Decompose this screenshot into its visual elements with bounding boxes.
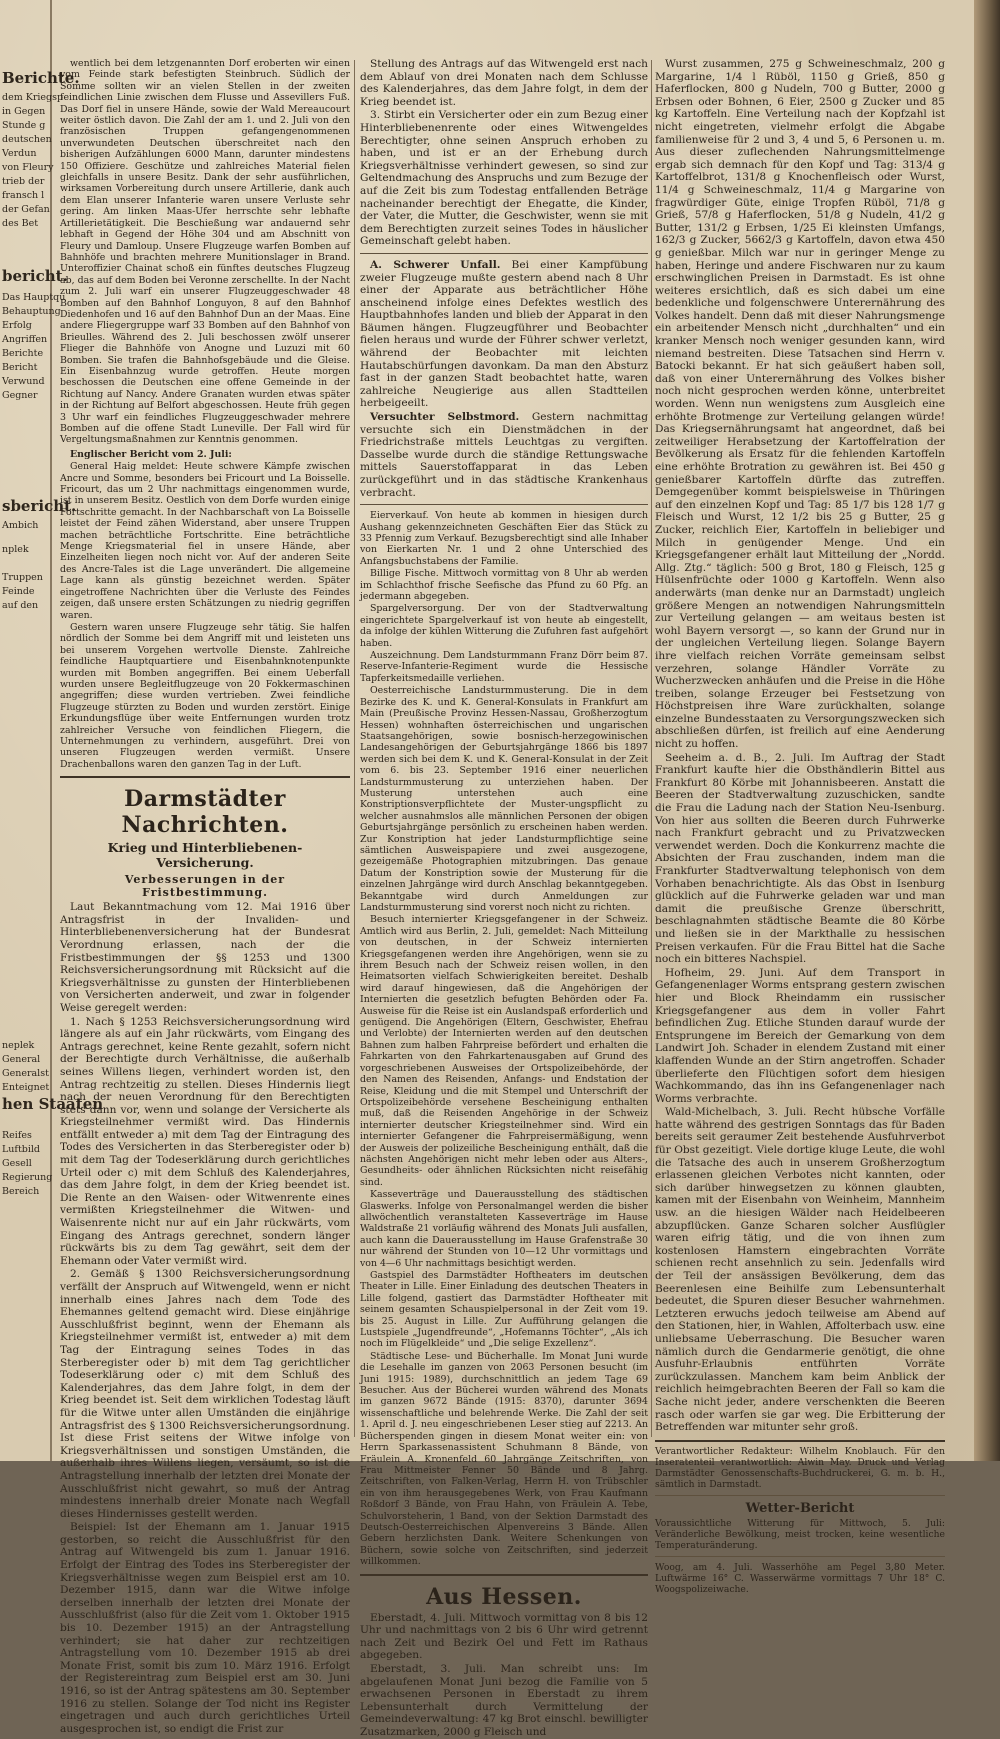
article-paragraph: 3. Stirbt ein Versicherter oder ein zum Bezug einer Hinterbliebenenrente oder eines Witwengeldes Berechtigter, ohne seinen Anspruch erhoben zu haben, und ist er an der Erhebung durch Kriegsverhältnisse verhindert gewesen, so sind zur Geltendmachung des Anspruchs und zum Bezuge der auf die Zeit bis zum Todestag entfallenden Beträge nacheinander berechtigt der Ehegatte, die Kinder, der Vater, die Mutter, die Geschwister, wenn sie mit dem Berechtigten zurzeit seines Todes in häuslicher Gemeinschaft gelebt haben. (360, 109, 648, 248)
fragment-line: Feinde (2, 586, 35, 597)
regional-news-paragraph: Eberstadt, 3. Juli. Man schreibt uns: Im abgelaufenen Monat Juni bezog die Familie von 5 erwachsenen Personen in Eberstadt zu ihrem Lebensunterhalt durch Vermittelung der Gemeindeverwaltung: 47 kg Brot einschl. bewilligter Zusatzmarken, 2000 g Fleisch und (360, 1662, 648, 1738)
news-note: Kasseverträge und Dauerausstellung des städtischen Glaswerks. Infolge von Personalmangel werden die bisher allwöchentlich veranstalteten Kasseverträge im Hause Waldstraße 21 vorläufig während des Monats Juli ausfallen, auch kann die Dauerausstellung im Hause Grafenstraße 30 nur während der Stunden von 10—12 Uhr vormittags und von 4—6 Uhr nachmittags besichtigt werden. (360, 1189, 648, 1269)
article-paragraph: Beispiel: Ist der Ehemann am 1. Januar 1915 gestorben, so reicht die Ausschlußfrist für den Antrag auf Witwengeld bis zum 1. Januar 1916. Erfolgt der Eintrag des Todes ins Sterberegister der Kriegsverhältnisse wegen zum Beispiel erst am 10. Dezember 1915, dann war die Witwe infolge derselben innerhalb der letzten drei Monate der Ausschlußfrist (also für die Zeit vom 1. Oktober 1915 bis 10. Dezember 1915) an der Antragstellung verhindert; sie hat daher zur rechtzeitigen Antragstellung vom 10. Dezember 1915 ab drei Monate Frist, somit bis zum 10. März 1916. Erfolgt der Registereintrag zum Beispiel erst am 30. Juni 1916, so ist der Antrag spätestens am 30. September 1916 zu stellen. Solange der Tod nicht ins Register eingetragen und auch durch gerichtliches Urteil ausgesprochen ist, so endigt die Frist zur (60, 1521, 350, 1735)
section-title-darmstaedter-nachrichten: Darmstädter Nachrichten. (121, 786, 289, 839)
regional-news-paragraph: Eberstadt, 4. Juli. Mittwoch vormittag von 8 bis 12 Uhr und nachmittags von 2 bis 6 Uhr wird getrennt nach Zeit und Bezirk Oel und Fett im Rathaus abgegeben. (360, 1611, 648, 1662)
news-item-suicide-attempt (360, 411, 648, 499)
regional-news-paragraph: Wurst zusammen, 275 g Schweineschmalz, 200 g Margarine, 1/4 l Rüböl, 1150 g Grieß, 850 g Haferflocken, 800 g Nudeln, 700 g Butter, 2000 g Erbsen oder Bohnen, 6 Eier, 2500 g Zucker und 85 kg Kartoffeln. Eine Verteilung nach der Kopfzahl ist nicht eingetreten, vielmehr erfolgt die Abgabe familienweise für 2 und 3, 4 und 5, 6 Personen u. m. Aus dieser zuflechenden Nahrungsmittelmenge ergab sich demnach für den Kopf und Tag: 313/4 g Kartoffelbrot, 131/8 g Knochenfleisch oder Wurst, 11/4 g Schweineschmalz, 11/4 g Margarine von fragwürdiger Güte, einige Tropfen Rüböl, 71/8 g Grieß, 57/8 g Haferflocken, 51/8 g Nudeln, 41/2 g Butter, 131/2 g Erbsen, 1/25 Ei kleinsten Umfangs, 162/3 g Zucker, 5662/3 g Kartoffeln, davon etwa 450 g genießbar. Milch war nur in geringer Menge zu haben, Heringe und andere Fischwaren nur zu kaum erschwinglichen Preisen in Darmstadt. Es ist ohne weiteres ersichtlich, daß es sich dabei um eine bedenkliche und folgenschwere Unterernährung des Volkes handelt. Denn daß mit dieser Nahrungsmenge ein arbeitender Mensch nicht „durchhalten“ und ein kranker Mensch noch weniger gesunden kann, wird niemand bestreiten. Diese Tatsachen sind Herrn v. Batocki bekannt. Er hat sich geäußert haben soll, daß von einer Unterernährung des Volkes bisher noch nicht gesprochen werden könne, unterbreitet worden. Wenn nun wenigstens zum Ausgleich eine erhöhte Brotmenge zur Verteilung gelangen würde! Das Kriegsernährungsamt hat angeordnet, daß bei zeitweiliger Herabsetzung der Kartoffelration der Bevölkerung als Ersatz für die fehlenden Kartoffeln eine erhöhte Brotration zu gewähren ist. Bei 450 g genießbarer Kartoffeln dürfte das zutreffen. Demgegenüber kommt beispielsweise in Thüringen auf den einzelnen Kopf und Tag: 85 1/7 bis 128 1/7 g Fleisch und Wurst, 12 1/2 bis 25 g Butter, 25 g Zucker, reichlich Eier, Kartoffeln in beliebiger und Milch in genügender Menge. Und ein Kriegsgefangener erhält laut Mitteilung der „Nordd. Allg. Ztg.“ täglich: 500 g Brot, 180 g Fleisch, 125 g Hülsenfrüchte oder 1000 g Kartoffeln. Wenn also anderwärts (man denke nur an Darmstadt) ungleich größere Mengen an notwendigen Nahrungsmitteln zur Verteilung gelangen — am weitaus besten ist wohl Bayern versorgt —, so kann der Grund nur in der ungleichen Verteilung liegen. Solange Bayern ihre vielfach reichen Vorräte gemeinsam selbst verzehren, solange Händler Vorräte zu Wucherzwecken anhäufen und die Preise in die Höhe treiben, solange Erzeuger bei Festsetzung von Höchstpreisen ihre Ware zurückhalten, solange einzelne Bundesstaaten zu Versorgungszwecken sich abschließen dürfen, ist freilich auf eine Aenderung nicht zu hoffen. (655, 58, 945, 751)
news-note: Besuch internierter Kriegsgefangener in der Schweiz. Amtlich wird aus Berlin, 2. Juli, gemeldet: Nach Mitteilung von deutschen, in der Schweiz internierten Kriegsgefangenen werden ihre Angehörigen, wenn sie zu ihrem Besuch nach der Schweiz reisen wollen, in den Heimatsorten vielfach Schwierigkeiten bereitet. Deshalb wird darauf hingewiesen, daß die Angehörigen der Internierten die gesetzlich befugten Behörden oder Fa. Ausweise für die Reise ist ein Auslandspaß erforderlich und genügend. Die Angehörigen (Eltern, Geschwister, Ehefrau und Verlobte) der Internierten werden auf den deutschen Bahnen zum halben Fahrpreise befördert und erhalten die Fahrkarten von den Fahrkartenausgaben auf Grund des vorgeschriebenen Ausweises der Ortspolizeibehörde, der den Namen des Reisenden, Anfangs- und Endstation der Reise, Kleidung und die mit Stempel und Unterschrift der Ortspolizeibehörde versehene Bescheinigung enthalten muß, daß die Reisenden Angehörige in der Schweiz internierter deutscher Kriegsteilnehmer sind. Wird ein internierter Gefangener die Fahrpreisermäßigung, wenn der Ausweis der polizeiliche Bescheinigung enthält, daß die nächsten Angehörigen nicht mehr leben oder aus Alters-, Gesundheits- oder ähnlichen Rücksichten nicht reisefähig sind. (360, 914, 648, 1188)
fragment-line: Generalst (2, 1068, 49, 1079)
english-report-paragraph: Gestern waren unsere Flugzeuge sehr tätig. Sie halfen nördlich der Somme bei dem Angriff mit und leisteten uns bei unserem Vorgehen wertvolle Dienste. Zahlreiche feindliche Hauptquartiere und Eisenbahnknotenpunkte wurden mit Bomben angegriffen. Bei einem Ueberfall wurden unsere Begleitflugzeuge von 20 Fokkermaschinen angegriffen; diese wurden vertrieben. Zwei feindliche Flugzeuge stürzten zu Boden und wurden zerstört. Einige Erkundungsflüge über weite Entfernungen wurden trotz zahlreicher Versuche von feindlichen Fliegern, die Unternehmungen zu verhindern, ausgeführt. Drei von unseren Flugzeugen werden vermißt. Unsere Drachenballons waren den ganzen Tag in der Luft. (60, 621, 350, 770)
fragment-line: Reifes (2, 1130, 32, 1141)
item-rule (360, 504, 648, 505)
fragment-line: Truppen (2, 572, 43, 583)
fragment-line: Verdun (2, 148, 37, 159)
fragment-line: dem Kriegsp (2, 92, 64, 103)
adjacent-page-fragment (0, 0, 104, 1461)
news-item-title: Versuchter Selbstmord. (370, 411, 520, 424)
fragment-heading: sbericht. (2, 497, 77, 515)
regional-news-paragraph: Wald-Michelbach, 3. Juli. Recht hübsche Vorfälle hatte während des gestrigen Sonntags das für Baden bereits seit geraumer Zeit bestehende Ausfuhrverbot für Obst gezeitigt. Viele dortige kluge Leute, die wohl die Tatsache des auch in unserem Großherzogtum erlassenen gleichen Verbotes nicht kannten, oder sich darüber hinwegsetzen zu können glaubten, kamen mit der Eisenbahn von Weinheim, Mannheim usw. an die hiesigen Wälder nach Heidelbeeren abzupflücken. Ganze Scharen solcher Ausflügler waren eifrig tätig, und die von ihnen zum kostenlosen Hamstern eingebrachten Vorräte schienen recht ansehnlich zu sein. Jedenfalls wird der Teil der ansässigen Bevölkerung, dem das Beerenlesen eine Beihilfe zum Lebensunterhalt bedeutet, die Spuren dieser Besucher wahrnehmen. Letzteren erwuchs jedoch teilweise am Abend auf den Stationen, hier, in Wahlen, Affolterbach usw. eine unliebsame Ueberraschung. Die Besucher waren nämlich durch die Gendarmerie genötigt, die ohne Ausfuhr-Erlaubnis entführten Vorräte zurückzulassen. Manchem kam beim Anblick der reichlich heimgebrachten Beeren der Fall so kam die Sache nicht jeder, andere verschenkten die Beeren rasch oder warfen sie gar weg. Die Erbitterung der Betreffenden war mitunter sehr groß. (655, 1106, 945, 1434)
article-subheadline: Verbesserungen in der Fristbestimmung. (124, 873, 286, 900)
section-rule (655, 1440, 945, 1442)
fragment-line: Luftbild (2, 1144, 40, 1155)
fragment-line: des Bet (2, 218, 39, 229)
news-item-accident (360, 259, 648, 410)
item-rule (655, 1556, 945, 1557)
fragment-line: Verwund (2, 376, 45, 387)
regional-news-paragraph: Hofheim, 29. Juni. Auf dem Transport in Gefangenenlager Worms entsprang gestern zwischen hier und Block Rheindamm ein russischer Kriegsgefangener aus dem in voller Fahrt befindlichen Zug. Etliche Stunden darauf wurde der Entsprungene im Bereich der Gemarkung von dem Landwirt Joh. Schader in elendem Zustand mit einer klaffenden Wunde an der Stirn angetroffen. Schader überlieferte den Flüchtigen sofort dem hiesigen Wachkommando, das ihn ins Gefangenenlager nach Worms verbrachte. (655, 966, 945, 1105)
fragment-heading: bericht. (2, 267, 68, 285)
english-report-paragraph: General Haig meldet: Heute schwere Kämpfe zwischen Ancre und Somme, besonders bei Fricourt und La Boisselle. Fricourt, das um 2 Uhr nachmittags eingenommen wurde, ist in unserem Besitz. Oestlich von dem Dorfe wurden einige Fortschritte gemacht. In der Nachbarschaft von La Boisselle leistet der Feind zähen Widerstand, aber unsere Truppen machen beträchtliche Fortschritte. Eine beträchtliche Menge Kriegsmaterial fiel in unsere Hände, aber Einzelheiten liegen noch nicht vor. Auf der anderen Seite des Ancre-Tales ist die Lage unverändert. Die allgemeine Lage kann als günstig bezeichnet werden. Später eingetroffene Nachrichten über die Verluste des Feindes zeigen, daß unsere ersten Schätzungen zu niedrig gegriffen waren. (60, 461, 350, 621)
fragment-line: Regierung (2, 1172, 53, 1183)
fragment-line: nplek (2, 544, 29, 555)
article-paragraph: 1. Nach § 1253 Reichsversicherungsordnung wird längere als auf ein Jahr rückwärts, vom Eingang des Antrags gerechnet, keine Rente gezahlt, sofern nicht der Berechtigte durch Verhältnisse, die außerhalb seines Willens liegen, verhindert worden ist, den Antrag rechtzeitig zu stellen. Dieses Hindernis liegt nach der neuen Verordnung für den Berechtigten stets dann vor, wenn und solange der Versicherte als Kriegsteilnehmer vermißt wird. Das Hindernis entfällt entweder a) mit dem Tag der Eintragung des Todes des Versicherten in das Sterberegister oder b) mit dem Tag der Todeserklärung durch gerichtliches Urteil oder c) mit dem Schluß des Kalenderjahres, das dem Jahre folgt, in dem der Krieg beendet ist. Die Rente an den Waisen- oder Witwenrente eines vermißten Kriegsteilnehmer die Witwen- und Waisenrente nicht nur auf ein Jahr rückwärts, vom Eingang des Antrags gerechnet, sondern länger rückwärts bis zu dem Tag gewährt, seit dem der Ehemann oder Vater vermißt wird. (60, 1015, 350, 1267)
news-note: Städtische Lese- und Bücherhalle. Im Monat Juni wurde die Lesehalle im ganzen von 2063 Personen besucht (im Juni 1915: 1989), durchschnittlich an jedem Tage 69 Besucher. Aus der Bücherei wurden während des Monats im ganzen 9672 Bände (1915: 8370), darunter 3694 wissenschaftliche und belehrende Werke. Die Zahl der seit 1. April d. J. neu eingeschriebenen Leser stieg auf 2213. An Bücherspenden gingen in diesem Monat weiter ein: von Herrn Sparkassenassistent Schuhmann 8 Bände, von Fräulein A. Kronenfeld 60 Jahrgänge Zeitschriften, von Frau Mittmeister Fenner 50 Bände und 8 Jahrg. Zeitschriften, von Falken-Verlag, Herrn H. von Trübschler ein von ihm herausgegebenes Werk, von Frau Kaufmann Roßdorf 3 Bände, von Frau Hahn, von Fräulein A. Tebe, Schulvorsteherin, 1 Band, von der Sektion Darmstadt des Deutsch-Oesterreichischen Alpenvereins 3 Bände. Allen Gebern herzlichsten Dank. Weitere Schenkungen von Büchern, sowie solche von Zeitschriften, sind jederzeit willkommen. (360, 1350, 648, 1568)
column-divider (651, 60, 652, 1437)
war-report-text: wentlich bei dem letzgenannten Dorf eroberten wir einen vom Feinde stark befestigten Steinbruch. Südlich der Somme sollten wir an vielen Stellen in der zweiten feindlichen Linie zwischen dem Flusse und Assevillers Fuß. Das Dorf fiel in unsere Hände, sowie der Wald Mereaucourt weiter östlich davon. Die Zahl der am 1. und 2. Juli von den französischen Truppen gefangengenommenen unverwundeten Deutschen überschreitet nach den bisherigen Aufzählungen 6000 Mann, darunter mindestens 150 Offiziere. Geschütze und zahlreiches Material fielen gleichfalls in unsere Besitz. Dank der sehr ausführlichen, wirksamen Vorbereitung durch unsere Artillerie, dank auch dem Elan unserer Infanterie waren unsere Verluste sehr gering. Am linken Maas-Ufer herrschte sehr lebhafte Artillerietätigkeit. Die Beschießung war andauernd sehr lebhaft in Gegend der Höhe 304 und am Abschnitt von Fleury und Damloup. Unsere Flugzeuge warfen Bomben auf Bahnhöfe und brachten mehrere Munitionslager in Brand. Unteroffizier Chainat schoß ein fünftes deutsches Flugzeug ab, das auf dem Boden bei Veronne zerschellte. In der Nacht zum 2. Juli warf ein unserer Flugzeuggeschwader 48 Bomben auf den Bahnhof Longuyon, 8 auf den Bahnhof Diedenhofen und 16 auf den Bahnhof Dun an der Maas. Eine andere Fliegergruppe warf 33 Bomben auf den Bahnhof von Brieulles. Während des 2. Juli beschossen zwölf unserer Flieger die Bahnhöfe von Anogne und Luzuzi mit 60 Bomben. Sie trafen die Bahnhofsgebäude und die Gleise. Ein Eisenbahnzug wurde getroffen. Heute morgen beschossen die Deutschen eine offene Gemeinde in der Richtung auf Nancy. Andere Granaten wurden etwas später in der Richtung auf Belfort abgeschossen. Heute früh gegen 3 Uhr warf ein feindliches Flugzeuggeschwader mehrere Bomben auf die offene Stadt Luneville. Der Fall wird für Vergeltungsmaßnahmen zur Kenntnis genommen. (60, 58, 350, 446)
page-binding (974, 0, 1000, 1461)
fragment-line: Angriffen (2, 334, 48, 345)
fragment-line: von Fleury (2, 162, 54, 173)
news-note: Billige Fische. Mittwoch vormittag von 8 Uhr ab werden im Schlachthof frische Seefische das Pfund zu 60 Pfg. an jedermann abgegeben. (360, 568, 648, 603)
weather-report-title: Wetter-Bericht (745, 1500, 855, 1516)
fragment-line: Gegner (2, 390, 38, 401)
fragment-line: auf den (2, 600, 39, 611)
fragment-heading: hen Staaten (2, 1095, 104, 1113)
weather-forecast: Voraussichtliche Witterung für Mittwoch, 5. Juli: Veränderliche Bewölkung, meist trocken, keine wesentliche Temperaturänderung. (655, 1517, 945, 1551)
item-rule (655, 1495, 945, 1496)
article-paragraph: Stellung des Antrags auf das Witwengeld erst nach dem Ablauf von drei Monaten nach dem Schlusse des Kalenderjahres, das dem Jahre folgt, in dem der Krieg beendet ist. (360, 58, 648, 108)
fragment-line: in Gegen (2, 106, 46, 117)
news-item-text: Bei einer Kampfübung zweier Flugzeuge mußte gestern abend nach 8 Uhr einer der Apparate aus beträchtlicher Höhe anscheinend infolge eines Defektes westlich des Hauptbahnhofes landen und blieb der Apparat in den Bäumen hängen. Flugzeugführer und Beobachter fielen heraus und wurde der Führer schwer verletzt, während der Beobachter mit leichten Hautabschürfungen davonkam. Da man den Absturz fast in der ganzen Stadt beobachtet hatte, waren zahlreiche Neugierige aus allen Stadtteilen herbeigeeilt. (360, 258, 648, 410)
section-title-aus-hessen: Aus Hessen. (426, 1583, 582, 1610)
article-headline: Krieg und Hinterbliebenen-Versicherung. (107, 840, 303, 871)
fragment-line: Bericht (2, 362, 38, 373)
fragment-line: Stunde g (2, 120, 46, 131)
article-paragraph: 2. Gemäß § 1300 Reichsversicherungsordnung verfällt der Anspruch auf Witwengeld, wenn er nicht innerhalb eines Jahres nach dem Tode des Ehemannes geltend gemacht wird. Diese einjährige Ausschlußfrist beginnt, wenn der Ehemann als Kriegsteilnehmer vermißt ist, entweder a) mit dem Tag der Eintragung seines Todes in das Sterberegister oder b) mit dem Tag gerichtlicher Todeserklärung oder c) mit dem Schluß des Kalenderjahres, das dem Jahre folgt, in dem der Krieg beendet ist. Seit dem wirklichen Todestag läuft für die Witwe unter allen Umständen die einjährige Antragsfrist des § 1300 Reichsversicherungsordnung. Ist diese Frist seitens der Witwe infolge von Kriegsverhältnissen und sonstigen Umständen, die außerhalb ihres Willens liegen, versäumt, so ist die Antragstellung innerhalb der letzten drei Monate der Ausschlußfrist nicht gewahrt, so muß der Antrag mindestens innerhalb dreier Monate nach Wegfall dieses Hindernisses gestellt werden. (60, 1268, 350, 1520)
fragment-heading: Berichte. (2, 69, 80, 87)
news-note: Auszeichnung. Dem Landsturmmann Franz Dörr beim 87. Reserve-Infanterie-Regiment wurde die Hessische Tapferkeitsmedaille verliehen. (360, 650, 648, 684)
column-1 (60, 58, 350, 1735)
regional-news-paragraph: Seeheim a. d. B., 2. Juli. Im Auftrag der Stadt Frankfurt kaufte hier die Obsthändlerin Bittel aus Frankfurt 80 Körbe mit Johannisbeeren. Anstatt die Beeren der Stadtverwaltung zuzuschicken, sandte die Frau die Ladung nach der Station Neu-Isenburg. Von hier aus sollten die Beeren durch Fuhrwerke nach Frankfurt gebracht und zu Privatzwecken verwendet werden. Doch die Konkurrenz machte die Absichten der Frau zuschanden, indem man die Frankfurter Stadtverwaltung telephonisch von dem Vorhaben benachrichtigte. Als das Obst in Isenburg glücklich auf die Fuhrwerke geladen war und man damit die preußische Grenze überschritt, beschlagnahmten städtische Beamte die 80 Körbe und ließen sie in der Markthalle zu hessischen Preisen verkaufen. Für die Frau Bittel hat die Sache noch ein bitteres Nachspiel. (655, 751, 945, 966)
item-rule (360, 253, 648, 254)
news-item-text: Gestern nachmittag versuchte sich ein Dienstmädchen in der Friedrichstraße mittels Leuchtgas zu vergiften. Dasselbe wurde durch die ständige Rettungswache mittels Sauerstoffapparat in das Leben zurückgeführt und in das städtische Krankenhaus verbracht. (360, 411, 649, 499)
column-2 (360, 58, 649, 1738)
water-level-report: Woog, am 4. Juli. Wasserhöhe am Pegel 3,80 Meter. Luftwärme 16° C. Wasserwärme vormittags 7 Uhr 18° C. Woogspolizeiwache. (655, 1561, 945, 1595)
article-paragraph: Laut Bekanntmachung vom 12. Mai 1916 über Antragsfrist in der Invaliden- und Hinterbliebenenversicherung hat der Bundesrat Verordnung erlassen, nach der die Fristbestimmungen der §§ 1253 und 1300 Reichsversicherungsordnung mit Rücksicht auf die Kriegsverhältnisse zu gunsten der Hinterbliebenen von Versicherten anderweit, und zwar in folgender Weise geregelt werden: (60, 901, 350, 1014)
fragment-line: der Gefan (2, 204, 50, 215)
section-rule (60, 776, 350, 778)
fragment-line: General (2, 1054, 41, 1065)
fragment-line: Enteignet (2, 1082, 50, 1093)
fragment-line: neplek (2, 1040, 35, 1051)
english-report-heading: Englischer Bericht vom 2. Juli: (70, 448, 232, 460)
fragment-line: trieb der (2, 176, 45, 187)
column-divider (354, 60, 355, 1437)
news-note: Spargelversorgung. Der von der Stadtverwaltung eingerichtete Spargelverkauf ist von heute ab eingestellt, da infolge der kühlen Witterung die Zufuhren fast aufgehört haben. (360, 603, 648, 649)
news-note: Eierverkauf. Von heute ab kommen in hiesigen durch Aushang gekennzeichneten Geschäften Eier das Stück zu 33 Pfennig zum Verkauf. Bezugsberechtigt sind alle Inhaber von Eierkarten Nr. 1 und 2 ohne Unterschied des Anfangsbuchstabens der Familie. (360, 510, 648, 567)
section-rule (360, 1574, 648, 1576)
fragment-line: Behauptung (2, 306, 61, 317)
fragment-line: Berichte (2, 348, 44, 359)
fragment-line: deutschen (2, 134, 52, 145)
news-item-title: A. Schwerer Unfall. (370, 258, 501, 271)
fragment-line: Gesell (2, 1158, 32, 1169)
news-note: Oesterreichische Landsturmmusterung. Die in dem Bezirke des K. und K. General-Konsulats in Frankfurt am Main (Preußische Provinz Hessen-Nassau, Großherzogtum Hessen) wohnhaften österreichischen und ungarischen Staatsangehörigen, sowie bosnisch-herzegowinischen Landesangehörigen der Geburtsjahrgänge 1866 bis 1897 werden sich bei dem K. und K. General-Konsulat in der Zeit vom 6. bis 23. September 1916 einer neuerlichen Landsturmmusterung zu unterziehen haben. Der Musterung unterstehen auch eine Konstriptionsverpflichtete der Muster-ungspflicht zu welcher ausnahmslos alle männlichen Personen der obigen Geburtsjahrgänge persönlich zu erscheinen haben werden. Zur Konstription hat jeder Landsturmpflichtige seine sämtlichen Ausweispapiere und zwei ausgezogene, gezeigemäße Photographien mitzubringen. Das genaue Datum der Konstription sowie der Musterung für die einzelnen Jahrgänge wird durch Anschlag bekanntgegeben. Bekanntgabe wird durch Anmeldungen zur Landsturmmusterung sind vorerst noch nicht zu richten. (360, 685, 648, 913)
fragment-line: Erfolg (2, 320, 32, 331)
column-3 (655, 58, 945, 1595)
fragment-line: Ambich (2, 520, 39, 531)
news-note: Gastspiel des Darmstädter Hoftheaters im deutschen Theater in Lille. Einer Einladung des deutschen Theaters in Lille folgend, gastiert das Darmstädter Hoftheater mit seinem gesamten Schauspielpersonal in der Zeit vom 19. bis 25. August in Lille. Zur Aufführung gelangen die Lustspiele „Jugendfreunde“, „Hofemanns Töchter“, „Als ich noch im Flügelkleide“ und „Die selige Exzellenz“. (360, 1270, 648, 1350)
fragment-line: Das Hauptqu (2, 292, 66, 303)
fragment-line: Bereich (2, 1186, 40, 1197)
imprint: Verantwortlicher Redakteur: Wilhelm Knoblauch. Für den Inseratenteil verantwortlich: Alwin May. Druck und Verlag Darmstädter Genossenschafts-Buchdruckerei, G. m. b. H., sämtlich in Darmstadt. (655, 1445, 945, 1490)
fragment-line: fransch l (2, 190, 45, 201)
